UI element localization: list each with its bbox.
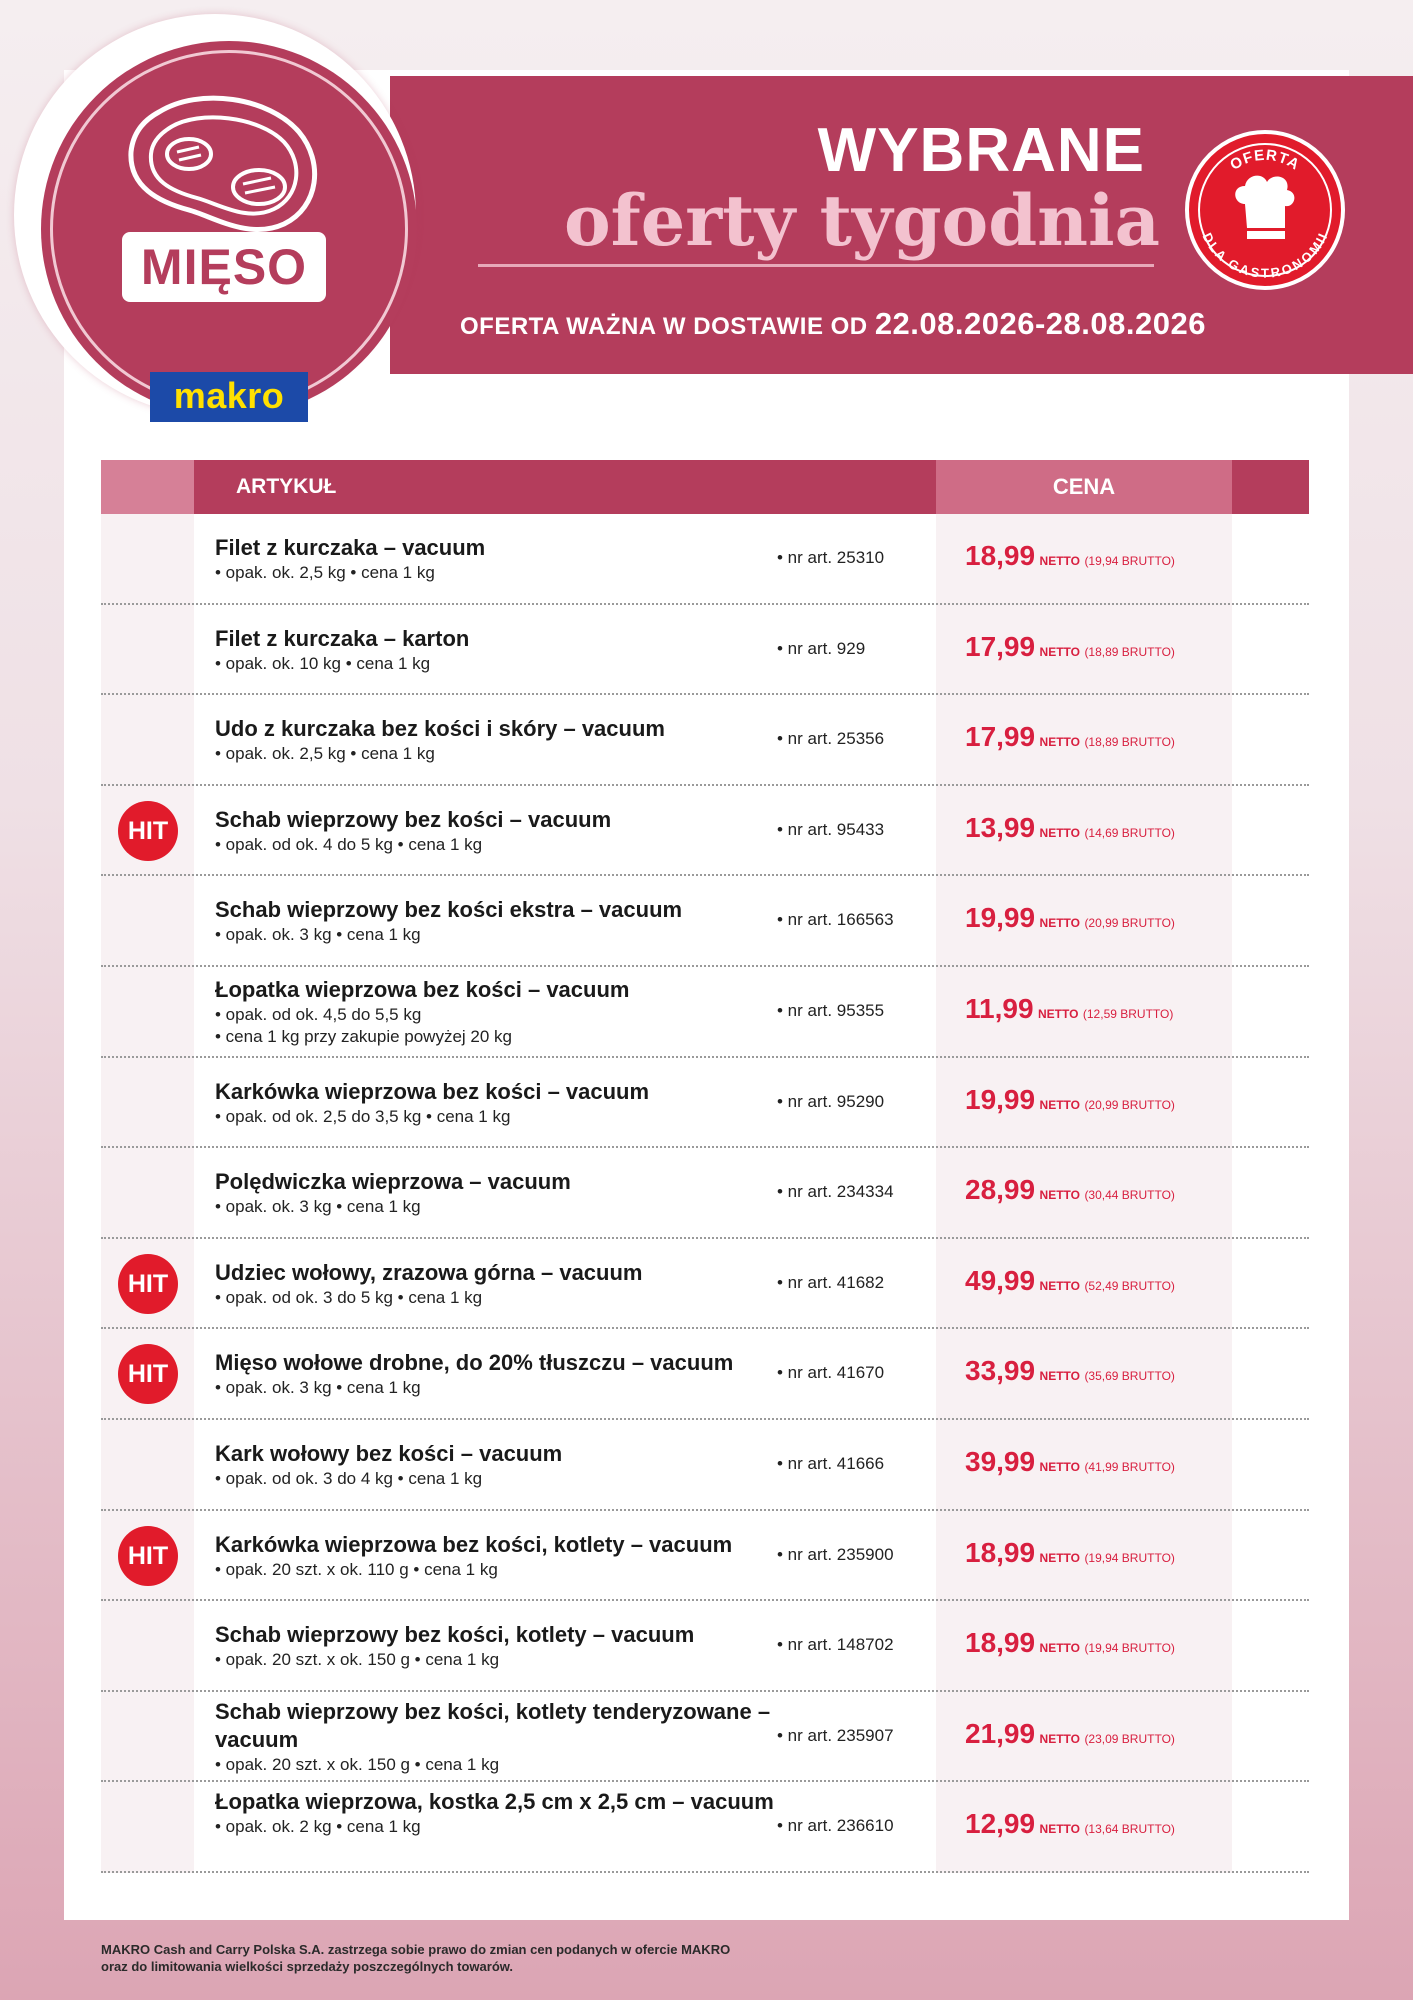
article-number: • nr art. 25356 [777,729,885,749]
header-end-column [1232,460,1309,514]
product-info [215,534,775,584]
product-info [215,715,775,765]
price-brutto: (19,94 BRUTTO) [1084,554,1175,568]
table-row [101,695,1309,786]
price-netto: 28,99 [965,1174,1036,1206]
table-row [101,1692,1309,1783]
product-details: • opak. od ok. 2,5 do 3,5 kg • cena 1 kg [215,1106,511,1126]
article-number: • nr art. 236610 [777,1816,894,1836]
product-info [215,806,775,856]
article-number: • nr art. 148702 [777,1635,894,1655]
table-row [101,876,1309,967]
price-brutto: (41,99 BRUTTO) [1084,1459,1175,1474]
price-brutto: (20,99 BRUTTO) [1084,916,1175,931]
product-details: • opak. ok. 3 kg • cena 1 kg [215,925,421,945]
article-number: • nr art. 95433 [777,819,885,839]
hit-cell [101,1420,194,1511]
price [965,1265,1175,1297]
price-brutto: (20,99 BRUTTO) [1084,1097,1175,1112]
gastronomy-offer-badge [1185,130,1345,290]
chef-hat-icon [1235,176,1294,239]
price-netto: 18,99 [965,540,1036,571]
validity-prefix: OFERTA WAŻNA W DOSTAWIE OD [460,313,868,340]
product-details: • opak. ok. 3 kg • cena 1 kg [215,1197,421,1217]
table-body [101,514,1309,1873]
netto-label: NETTO [1039,1097,1080,1112]
price-netto: 21,99 [965,1717,1036,1749]
product-details: • opak. ok. 2,5 kg • cena 1 kg [215,563,435,582]
product-details: • opak. 20 szt. x ok. 150 g • cena 1 kg [215,1754,500,1774]
hit-cell [101,695,194,786]
category-label: MIĘSO [122,232,326,302]
price-brutto: (13,64 BRUTTO) [1084,1822,1175,1837]
badge-top-text: OFERTA [1227,146,1303,174]
hit-badge: HIT [118,801,178,861]
header-article: ARTYKUŁ [194,460,936,514]
title-oferty-tygodnia: oferty tygodnia [563,179,1160,262]
price-brutto: (14,69 BRUTTO) [1084,825,1175,840]
price-netto: 17,99 [965,721,1036,753]
price-netto: 13,99 [965,811,1036,843]
hit-badge: HIT [118,1526,178,1586]
price [965,902,1175,934]
product-details: • opak. ok. 2 kg • cena 1 kg [215,1817,421,1837]
price-brutto: (19,94 BRUTTO) [1084,1550,1175,1565]
netto-label: NETTO [1039,554,1080,568]
price [965,631,1175,663]
offer-table [101,460,1309,1873]
svg-text:OFERTA [1227,147,1303,174]
product-info [215,1349,775,1399]
product-details: • opak. od ok. 4,5 do 5,5 kg [215,1004,422,1024]
makro-logo: makro [150,372,308,422]
table-row [101,1601,1309,1692]
article-number: • nr art. 235900 [777,1544,894,1564]
badge-bottom-text: DLA GASTRONOMII [1199,230,1331,281]
product-info [215,896,775,946]
price-netto: 18,99 [965,1536,1036,1568]
netto-label: NETTO [1039,644,1080,659]
price-netto: 33,99 [965,1355,1036,1387]
netto-label: NETTO [1039,1278,1080,1293]
table-row [101,1420,1309,1511]
product-name: Kark wołowy bez kości – vacuum [215,1440,563,1466]
legal-footer [101,1941,1001,1975]
product-name: Schab wieprzowy bez kości, kotlety – vacuum [215,1622,695,1648]
steak-icon [119,92,339,242]
table-row [101,1058,1309,1149]
footer-line-2: oraz do limitowania wielkości sprzedaży poszczególnych towarów. [101,1959,514,1974]
product-name: Karkówka wieprzowa bez kości, kotlety – vacuum [215,1531,733,1557]
price-brutto: (52,49 BRUTTO) [1084,1278,1175,1293]
price [965,993,1173,1025]
price-netto: 19,99 [965,1083,1036,1115]
product-details: • opak. 20 szt. x ok. 110 g • cena 1 kg [215,1559,498,1579]
product-name: Udo z kurczaka bez kości i skóry – vacuum [215,716,665,742]
hit-cell [101,1148,194,1239]
hit-cell [101,1692,194,1783]
product-info [215,976,775,1048]
table-header [101,460,1309,514]
netto-label: NETTO [1039,916,1080,931]
category-emblem [14,14,416,416]
price-netto: 49,99 [965,1264,1036,1296]
article-number: • nr art. 41666 [777,1453,885,1473]
netto-label: NETTO [1039,1641,1080,1656]
netto-label: NETTO [1039,1459,1080,1474]
table-row [101,514,1309,605]
article-number: • nr art. 235907 [777,1725,894,1745]
header-hit-column [101,460,194,514]
validity-dates: 22.08.2026-28.08.2026 [874,306,1206,341]
validity-line [460,306,1360,342]
footer-line-1: MAKRO Cash and Carry Polska S.A. zastrzega sobie prawo do zmian cen podanych w ofercie MAKRO [101,1942,731,1957]
article-number: • nr art. 929 [777,638,866,658]
price [965,1355,1175,1387]
product-details: • opak. ok. 10 kg • cena 1 kg [215,653,431,673]
hit-cell [101,605,194,696]
product-info [215,1621,775,1671]
product-name: Łopatka wieprzowa bez kości – vacuum [215,976,630,1002]
netto-label: NETTO [1039,1550,1080,1565]
table-row [101,1329,1309,1420]
netto-label: NETTO [1037,1006,1079,1021]
price [965,540,1175,572]
table-row [101,1148,1309,1239]
hit-cell [101,1601,194,1692]
hit-badge: HIT [118,1254,178,1314]
row-separator [101,1871,1309,1873]
hit-cell [101,876,194,967]
product-info [215,1440,775,1490]
price-netto: 12,99 [965,1808,1036,1840]
price [965,1808,1175,1840]
price [965,1537,1175,1569]
table-row [101,1239,1309,1330]
product-details: • cena 1 kg przy zakupie powyżej 20 kg [215,1026,513,1046]
price [965,1174,1175,1206]
table-row [101,786,1309,877]
price-brutto: (35,69 BRUTTO) [1084,1369,1175,1384]
product-info [215,1078,775,1128]
price-brutto: (30,44 BRUTTO) [1084,1188,1175,1203]
price-netto: 11,99 [965,992,1034,1024]
product-details: • opak. od ok. 3 do 5 kg • cena 1 kg [215,1287,483,1307]
title-underline [478,264,1154,267]
price-brutto: (18,89 BRUTTO) [1084,735,1175,750]
price [965,721,1175,753]
product-details: • opak. ok. 3 kg • cena 1 kg [215,1378,421,1398]
table-row [101,967,1309,1058]
article-number: • nr art. 166563 [777,910,894,930]
header-price: CENA [936,460,1232,514]
price-netto: 39,99 [965,1445,1036,1477]
product-info [215,1259,775,1309]
article-number: • nr art. 41682 [777,1272,885,1292]
product-info [215,1531,775,1581]
price [965,1084,1175,1116]
product-name: Karkówka wieprzowa bez kości – vacuum [215,1078,650,1104]
price [965,812,1175,844]
product-info [215,1788,775,1838]
table-row [101,1511,1309,1602]
netto-label: NETTO [1039,735,1080,750]
price-brutto: (23,09 BRUTTO) [1084,1731,1175,1746]
hit-cell [101,1058,194,1149]
hit-badge: HIT [118,1344,178,1404]
product-details: • opak. od ok. 3 do 4 kg • cena 1 kg [215,1468,483,1488]
product-name: Schab wieprzowy bez kości – vacuum [215,806,612,832]
title-wybrane: WYBRANE [817,116,1145,185]
article-number: • nr art. 95290 [777,1091,885,1111]
netto-label: NETTO [1039,1188,1080,1203]
netto-label: NETTO [1039,825,1080,840]
table-row [101,605,1309,696]
product-info [215,1168,775,1218]
price [965,1718,1175,1750]
product-details: • opak. ok. 2,5 kg • cena 1 kg [215,744,435,764]
article-number: • nr art. 25310 [777,548,885,567]
hit-cell [101,514,194,605]
price-brutto: (19,94 BRUTTO) [1084,1641,1175,1656]
article-number: • nr art. 41670 [777,1363,885,1383]
price-brutto: (18,89 BRUTTO) [1084,644,1175,659]
price-brutto: (12,59 BRUTTO) [1082,1006,1174,1021]
product-details: • opak. 20 szt. x ok. 150 g • cena 1 kg [215,1650,500,1670]
product-name: Schab wieprzowy bez kości ekstra – vacuum [215,897,683,923]
product-name: Mięso wołowe drobne, do 20% tłuszczu – vacuum [215,1350,734,1376]
hit-cell [101,1782,194,1873]
product-name: Schab wieprzowy bez kości, kotlety tenderyzowane – vacuum [215,1698,771,1752]
netto-label: NETTO [1039,1731,1080,1746]
article-number: • nr art. 95355 [777,1000,885,1020]
price-netto: 17,99 [965,630,1036,662]
hit-cell [101,967,194,1058]
netto-label: NETTO [1039,1822,1080,1837]
product-info [215,1698,775,1776]
price-netto: 19,99 [965,902,1036,934]
product-name: Polędwiczka wieprzowa – vacuum [215,1169,571,1195]
product-name: Udziec wołowy, zrazowa górna – vacuum [215,1259,643,1285]
product-details: • opak. od ok. 4 do 5 kg • cena 1 kg [215,834,483,854]
product-name: Filet z kurczaka – vacuum [215,535,486,560]
product-name: Filet z kurczaka – karton [215,625,470,651]
article-number: • nr art. 234334 [777,1182,894,1202]
table-row [101,1782,1309,1873]
product-name: Łopatka wieprzowa, kostka 2,5 cm x 2,5 cm – vacuum [215,1789,774,1815]
product-info [215,625,775,675]
price [965,1627,1175,1659]
netto-label: NETTO [1039,1369,1080,1384]
price [965,1446,1175,1478]
price-netto: 18,99 [965,1627,1036,1659]
